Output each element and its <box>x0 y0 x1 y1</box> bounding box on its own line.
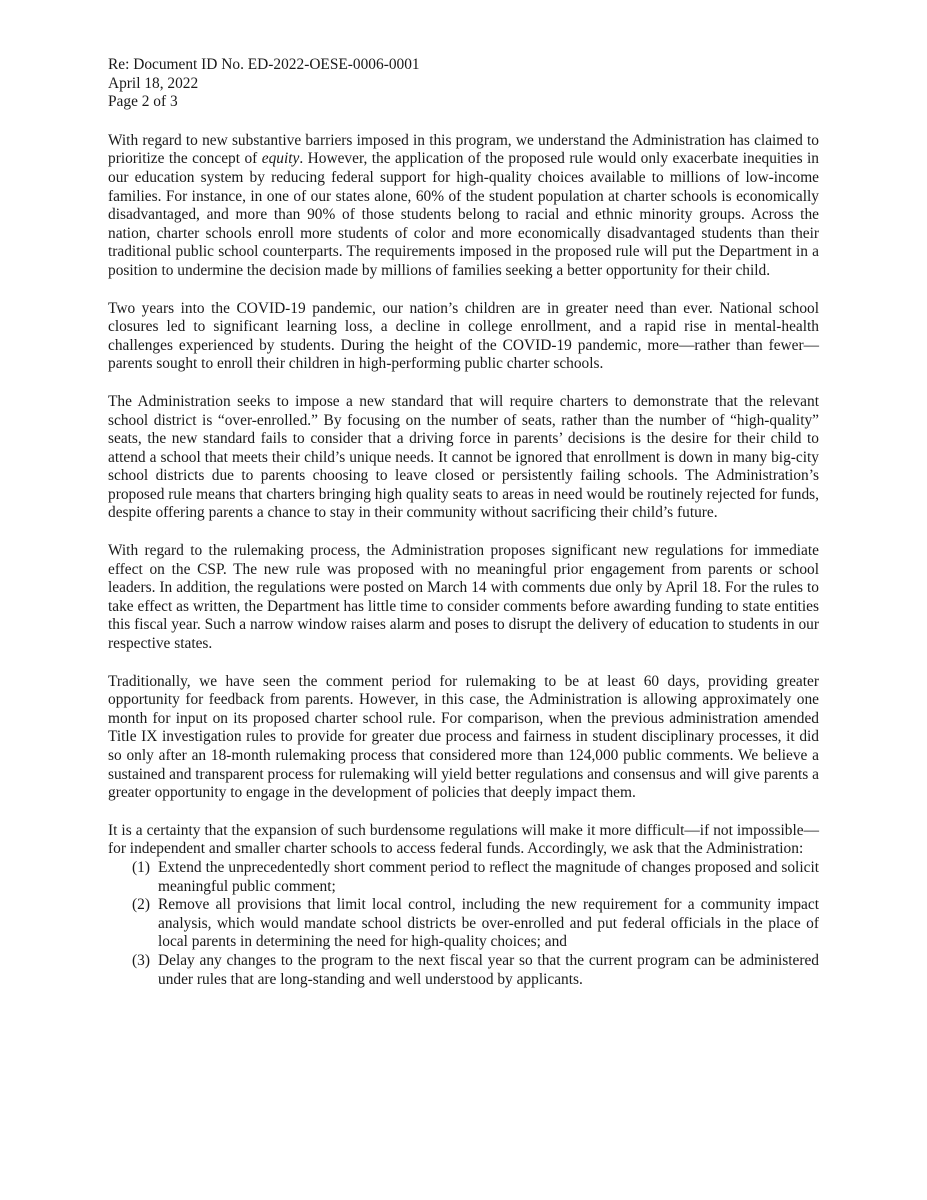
letter-header <box>108 56 819 112</box>
paragraph-equity-text-start: With regard to new substantive barriers imposed in this program, we understand the Administration has claimed to prioritize the concept of <box>108 131 819 168</box>
request-number: (1) <box>132 858 150 876</box>
request-text: Remove all provisions that limit local control, including the new requirement for a community impact analysis, which would mandate school districts be over-enrolled and put federal officials in the place of local parents in determining the need for high-quality choices; and <box>158 896 819 951</box>
letter-page <box>108 56 819 989</box>
request-number: (2) <box>132 896 150 914</box>
requests-list <box>108 859 819 989</box>
date-line: April 18, 2022 <box>108 74 199 92</box>
paragraph-requests-intro: It is a certainty that the expansion of such burdensome regulations will make it more difficult—if not impossible—for independent and smaller charter schools to access federal funds. Accordingly, we ask that the Administration: <box>108 821 819 858</box>
paragraph-rulemaking-process: With regard to the rulemaking process, the Administration proposes significant new regulations for immediate effect on the CSP. The new rule was proposed with no meaningful prior engagement from parents or school leaders. In addition, the regulations were posted on March 14 with comments due only by April 18. For the rules to take effect as written, the Department has little time to consider comments before awarding funding to state entities this fiscal year. Such a narrow window raises alarm and poses to disrupt the delivery of education to students in our respective states. <box>108 542 819 653</box>
paragraph-covid: Two years into the COVID-19 pandemic, our nation’s children are in greater need than ever. National school closures led to significant learning loss, a decline in college enrollment, and a rapid rise in mental-health challenges experienced by students. During the height of the COVID-19 pandemic, more—rather than fewer—parents sought to enroll their children in high-performing public charter schools. <box>108 299 819 373</box>
request-item <box>108 859 819 896</box>
request-item <box>108 952 819 989</box>
page-number-line: Page 2 of 3 <box>108 93 178 111</box>
paragraph-equity <box>108 132 819 281</box>
request-number: (3) <box>132 951 150 969</box>
paragraph-equity-emphasis: equity <box>261 150 300 168</box>
paragraph-equity-text-end: . However, the application of the proposed rule would only exacerbate inequities in our education system by reducing federal support for high-quality choices available to millions of low-income families. For instance, in one of our states alone, 60% of the student population at charter schools is economically disadvantaged, and more than 90% of those students belong to racial and ethnic minority groups. Across the nation, charter schools enroll more students of color and more economically disadvantaged students than their traditional public school counterparts. The requirements imposed in the proposed rule will put the Department in a position to undermine the decision made by millions of families seeking a better opportunity for their child. <box>108 150 819 279</box>
request-item <box>108 896 819 952</box>
document-id-line: Re: Document ID No. ED-2022-OESE-0006-0001 <box>108 56 420 73</box>
paragraph-over-enrolled: The Administration seeks to impose a new standard that will require charters to demonstrate that the relevant school district is “over-enrolled.” By focusing on the number of seats, rather than the number of “high-quality” seats, the new standard fails to consider that a driving force in parents’ decisions is the desire for their child to attend a school that meets their child’s unique needs. It cannot be ignored that enrollment is down in many big-city school districts due to parents choosing to leave closed or persistently failing schools. The Administration’s proposed rule means that charters bringing high quality seats to areas in need would be routinely rejected for funds, despite offering parents a chance to stay in their community without sacrificing their child’s future. <box>108 392 819 522</box>
paragraph-comment-period: Traditionally, we have seen the comment period for rulemaking to be at least 60 days, providing greater opportunity for feedback from parents. However, in this case, the Administration is allowing approximately one month for input on its proposed charter school rule. For comparison, when the previous administration amended Title IX investigation rules to provide for greater due process and fairness in student disciplinary processes, it did so only after an 18-month rulemaking process that considered more than 124,000 public comments. We believe a sustained and transparent process for rulemaking will yield better regulations and consensus and will give parents a greater opportunity to engage in the development of policies that deeply impact them. <box>108 672 819 802</box>
request-text: Delay any changes to the program to the next fiscal year so that the current program can be administered under rules that are long-standing and well understood by applicants. <box>158 951 819 988</box>
request-text: Extend the unprecedentedly short comment period to reflect the magnitude of changes proposed and solicit meaningful public comment; <box>158 858 819 895</box>
